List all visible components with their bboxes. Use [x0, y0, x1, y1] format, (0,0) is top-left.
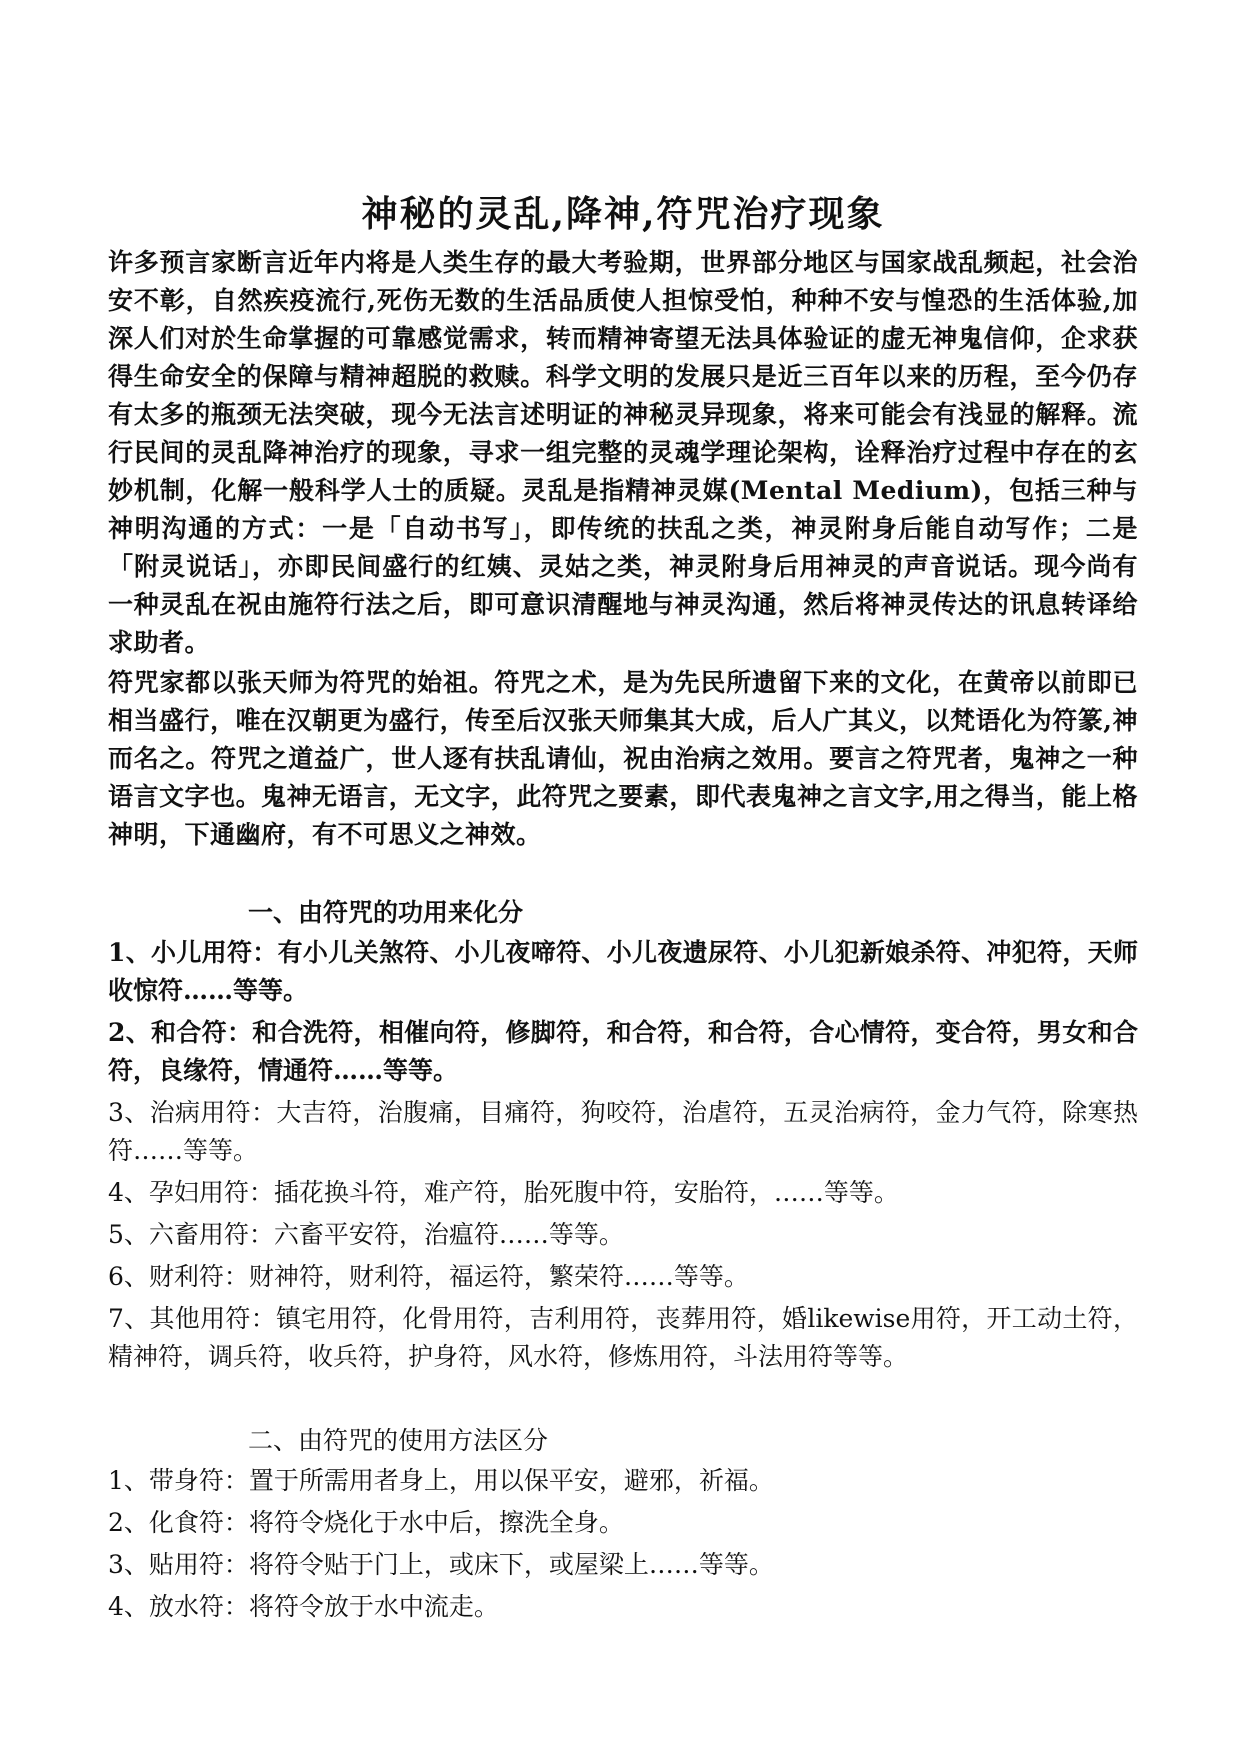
usage-list: [108, 1462, 1138, 1626]
list-item: 4、孕妇用符：插花换斗符，难产符，胎死腹中符，安胎符，……等等。: [108, 1178, 899, 1207]
document-page: [108, 190, 1138, 1630]
function-list: [108, 934, 1138, 1376]
list-item: 2、化食符：将符令烧化于水中后，擦洗全身。: [108, 1508, 624, 1537]
document-title: 神秘的灵乱,降神,符咒治疗现象: [361, 193, 885, 235]
list-item: 3、贴用符：将符令贴于门上，或床下，或屋梁上……等等。: [108, 1550, 774, 1579]
section-heading-usage: 二、由符咒的使用方法区分: [248, 1426, 549, 1455]
list-item: 7、其他用符：镇宅用符，化骨用符，吉利用符，丧葬用符，婚likewise用符，开工动土符，精神符，调兵符，收兵符，护身符，风水符，修炼用符，斗法用符等等。: [108, 1304, 1138, 1371]
intro-paragraph-1: 许多预言家断言近年内将是人类生存的最大考验期，世界部分地区与国家战乱频起，社会治安不彰，自然疾疫流行,死伤无数的生活品质使人担惊受怕，种种不安与惶恐的生活体验,加深人们对於生命掌握的可靠感觉需求，转而精神寄望无法具体验证的虚无神鬼信仰，企求获得生命安全的保障与精神超脱的救赎。科学文明的发展只是近三百年以来的历程，至今仍存有太多的瓶颈无法突破，现今无法言述明证的神秘灵异现象，将来可能会有浅显的解释。流行民间的灵乱降神治疗的现象，寻求一组完整的灵魂学理论架构，诠释治疗过程中存在的玄妙机制，化解一般科学人士的质疑。灵乱是指精神灵媒(Mental Medium)，包括三种与神明沟通的方式：一是「自动书写」，即传统的扶乱之类，神灵附身后能自动写作；二是「附灵说话」，亦即民间盛行的红姨、灵姑之类，神灵附身后用神灵的声音说话。现今尚有一种灵乱在祝由施符行法之后，即可意识清醒地与神灵沟通，然后将神灵传达的讯息转译给求助者。: [108, 248, 1138, 657]
list-item: 1、带身符：置于所需用者身上，用以保平安，避邪，祈福。: [108, 1466, 774, 1495]
list-item: 3、治病用符：大吉符，治腹痛，目痛符，狗咬符，治虐符，五灵治病符，金力气符，除寒热符……等等。: [108, 1098, 1138, 1165]
list-item: 1、小儿用符：有小儿关煞符、小儿夜啼符、小儿夜遗尿符、小儿犯新娘杀符、冲犯符，天师收惊符……等等。: [108, 938, 1138, 1005]
section-heading-function: 一、由符咒的功用来化分: [248, 898, 524, 927]
list-item: 5、六畜用符：六畜平安符，治瘟符……等等。: [108, 1220, 624, 1249]
list-item: 6、财利符：财神符，财利符，福运符，繁荣符……等等。: [108, 1262, 749, 1291]
list-item: 4、放水符：将符令放于水中流走。: [108, 1592, 499, 1621]
list-item: 2、和合符：和合洗符，相催向符，修脚符，和合符，和合符，合心情符，变合符，男女和合符，良缘符，情通符……等等。: [108, 1018, 1138, 1085]
intro-paragraph-2: 符咒家都以张天师为符咒的始祖。符咒之术，是为先民所遗留下来的文化，在黄帝以前即已相当盛行，唯在汉朝更为盛行，传至后汉张天师集其大成，后人广其义，以梵语化为符篆,神而名之。符咒之道益广，世人逐有扶乱请仙，祝由治病之效用。要言之符咒者，鬼神之一种语言文字也。鬼神无语言，无文字，此符咒之要素，即代表鬼神之言文字,用之得当，能上格神明，下通幽府，有不可思义之神效。: [108, 668, 1138, 849]
